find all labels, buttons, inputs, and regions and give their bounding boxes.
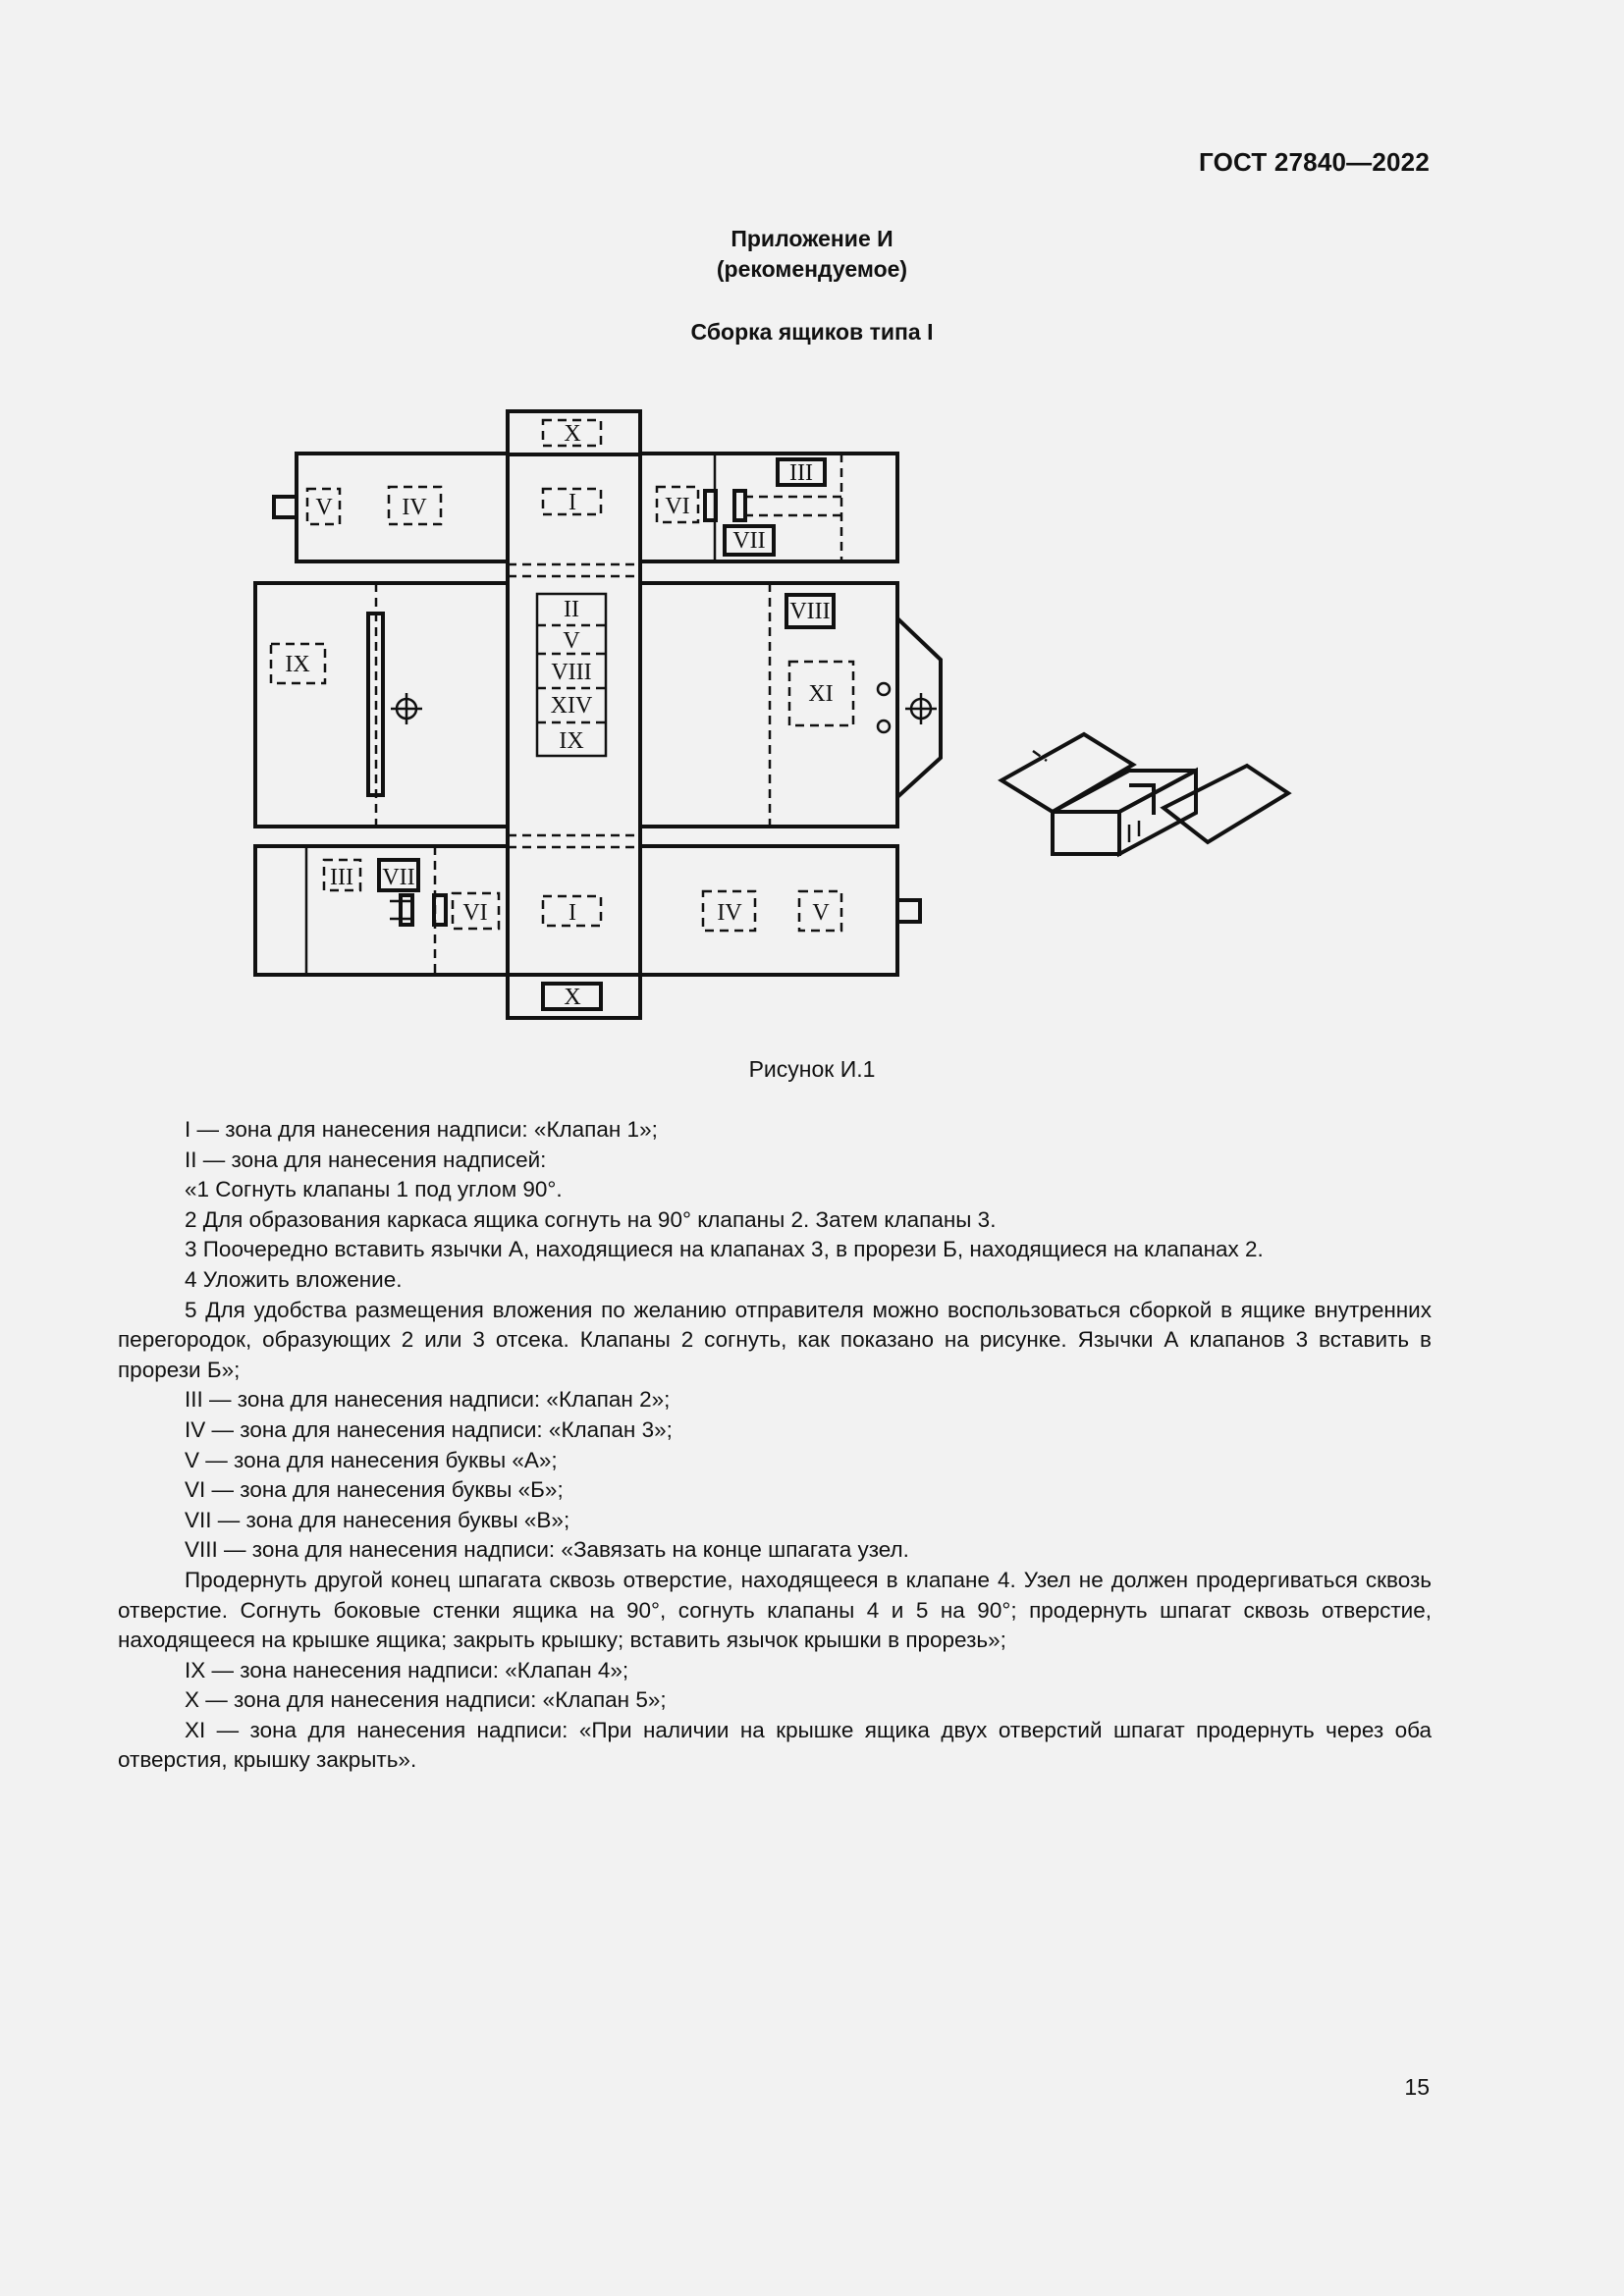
legend-item: «1 Согнуть клапаны 1 под углом 90°.	[185, 1177, 563, 1202]
legend-item: XI — зона для нанесения надписи: «При наличии на крышке ящика двух отверстий шпагат продернуть через оба отверстия, крышку закрыть».	[118, 1717, 1432, 1773]
zone-label: IV	[717, 900, 742, 926]
legend-item: I — зона для нанесения надписи: «Клапан 1»;	[185, 1117, 658, 1142]
legend-item: VIII — зона для нанесения надписи: «Завязать на конце шпагата узел.	[185, 1537, 909, 1563]
zone-label: VIII	[551, 660, 592, 685]
annex-title: Приложение И	[731, 226, 893, 251]
legend-item: 5 Для удобства размещения вложения по желанию отправителя можно воспользоваться сборкой в ящике внутренних перегородок, образующих 2 или 3 отсека. Клапаны 2 согнуть, как показано на рисунке. Язычки А клапанов 3 вставить в прорези Б»;	[118, 1297, 1432, 1382]
zone-label: III	[330, 865, 353, 890]
box-blank-figure	[0, 0, 1624, 1041]
zone-label: VI	[462, 900, 488, 926]
zone-label: VIII	[789, 599, 831, 624]
zone-label: XI	[808, 681, 834, 707]
document-code: ГОСТ 27840—2022	[1199, 147, 1430, 177]
legend-item: V — зона для нанесения буквы «А»;	[185, 1447, 558, 1472]
zone-label: IX	[285, 652, 310, 677]
figure-caption: Рисунок И.1	[748, 1056, 876, 1082]
legend-item: II — зона для нанесения надписей:	[185, 1147, 547, 1172]
hole-marker-icon	[905, 693, 937, 724]
zone-label: IX	[559, 728, 584, 754]
legend-item: X — зона для нанесения надписи: «Клапан 5»;	[185, 1687, 667, 1713]
legend-item: III — зона для нанесения надписи: «Клапан 2»;	[185, 1387, 671, 1413]
zone-label: V	[315, 495, 333, 520]
page-number: 15	[1404, 2074, 1430, 2100]
annex-heading: Сборка ящиков типа I	[690, 319, 934, 345]
zone-label: X	[564, 985, 581, 1010]
zone-label: V	[812, 900, 830, 926]
zone-label: V	[563, 628, 580, 654]
assembled-box-sketch	[1001, 734, 1288, 854]
legend-item: Продернуть другой конец шпагата сквозь отверстие, находящееся в клапане 4. Узел не должен продергиваться сквозь отверстие. Согнуть боковые стенки ящика на 90°, согнуть клапаны 4 и 5 на 90°; продернуть шпагат сквозь отверстие, находящееся на крышке ящика; закрыть крышку; вставить язычок крышки в прорезь»;	[118, 1567, 1432, 1653]
legend-item: 4 Уложить вложение.	[185, 1266, 403, 1292]
zone-label: I	[568, 490, 576, 515]
zone-label: I	[568, 900, 576, 926]
legend-item: VI — зона для нанесения буквы «Б»;	[185, 1477, 564, 1503]
legend-item: IX — зона нанесения надписи: «Клапан 4»;	[185, 1657, 629, 1682]
legend-text	[118, 1115, 1432, 1776]
zone-label: III	[789, 460, 813, 486]
legend-item: 2 Для образования каркаса ящика согнуть на 90° клапаны 2. Затем клапаны 3.	[185, 1206, 997, 1232]
zone-label: VII	[732, 528, 766, 554]
legend-item: VII — зона для нанесения буквы «В»;	[185, 1507, 570, 1532]
zone-label: IV	[402, 495, 427, 520]
annex-subtitle: (рекомендуемое)	[716, 256, 908, 282]
legend-item: IV — зона для нанесения надписи: «Клапан 3»;	[185, 1416, 673, 1442]
legend-item: 3 Поочередно вставить язычки А, находящиеся на клапанах 3, в прорези Б, находящиеся на клапанах 2.	[185, 1237, 1264, 1262]
hole-marker-icon	[391, 693, 422, 724]
zone-label: VII	[382, 865, 415, 890]
zone-label: X	[564, 421, 581, 447]
zone-label: VI	[665, 494, 690, 519]
zone-label: XIV	[550, 693, 593, 719]
zone-label: II	[564, 597, 579, 622]
